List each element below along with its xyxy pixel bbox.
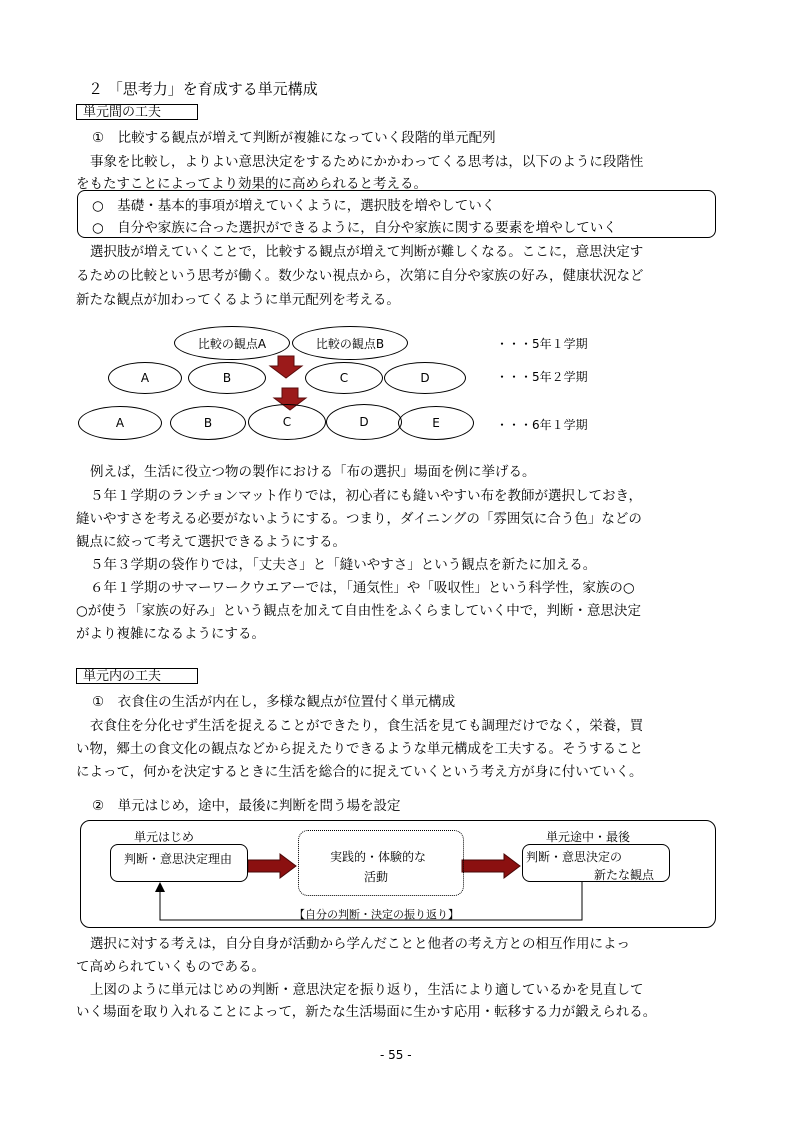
- para4-line1: 衣食住を分化せず生活を捉えることができたり，食生活を見ても調理だけでなく，栄養，買: [90, 718, 644, 734]
- para4-line2: い物，郷土の食文化の観点などから捉えたりできるような単元構成を工夫する。そうすること: [76, 741, 643, 757]
- viewpoint-a-oval: [174, 326, 290, 360]
- para3-line6: ６年１学期のサマーワークウエアーでは，「通気性」や「吸収性」という科学性，家族の○: [90, 580, 635, 596]
- flow-end-box-line1: 判断・意思決定の: [526, 850, 623, 864]
- row3-label-b: B: [203, 416, 213, 430]
- choices-item-1: ○ 基礎・基本的事項が増えていくように，選択肢を増やしていく: [92, 198, 496, 214]
- flow-end-heading: 単元途中・最後: [546, 830, 631, 844]
- para3-line1: 例えば，生活に役立つ物の製作における「布の選択」場面を例に挙げる。: [90, 464, 536, 480]
- row3-label-d: D: [359, 415, 369, 429]
- row3-oval-d: [326, 404, 402, 440]
- para3-line2: ５年１学期のランチョンマット作りでは，初心者にも縫いやすい布を教師が選択しておき，: [90, 488, 643, 504]
- row3-oval-e: [398, 406, 474, 440]
- row3-label-a: A: [115, 416, 125, 430]
- flow-start-box-label: 判断・意思決定理由: [124, 852, 233, 866]
- para3-line4: 観点に絞って考えて選択できるようにする。: [76, 534, 346, 550]
- row2-oval-d: [384, 362, 466, 394]
- para5-line1: 選択に対する考えは，自分自身が活動から学んだことと他者の考え方との相互作用によっ: [90, 936, 630, 952]
- viewpoint-b-label: 比較の観点B: [315, 336, 385, 351]
- row2-oval-b: [188, 362, 266, 394]
- row3-label-e: E: [432, 416, 440, 430]
- sub-heading-1: ① 比較する観点が増えて判断が複雑になっていく段階的単元配列: [92, 130, 496, 146]
- row2-oval-a: [108, 362, 182, 394]
- period-label-3: ・・・6年１学期: [496, 418, 588, 432]
- para2-line1: 選択肢が増えていくことで，比較する観点が増えて判断が難しくなる。ここに，意思決定す: [90, 244, 644, 260]
- para3-line7: ○が使う「家族の好み」という観点を加えて自由性をふくらましていく中で，判断・意思決定: [76, 603, 642, 619]
- row3-label-c: C: [282, 415, 292, 429]
- flow-feedback-label: 【自分の判断・決定の振り返り】: [294, 908, 459, 921]
- para1-line1: 事象を比較し，よりよい意思決定をするためにかかわってくる思考は，以下のように段階性: [90, 154, 644, 170]
- para3-line3: 縫いやすさを考える必要がないようにする。つまり，ダイニングの「雰囲気に合う色」などの: [76, 511, 642, 527]
- choices-item-2: ○ 自分や家族に合った選択ができるように，自分や家族に関する要素を増やしていく: [92, 220, 617, 236]
- para1-line2: をもたすことによってより効果的に高められると考える。: [76, 176, 427, 192]
- row2-label-b: B: [222, 371, 232, 385]
- row3-oval-b: [170, 406, 246, 440]
- viewpoint-a-label: 比較の観点A: [197, 336, 267, 351]
- viewpoint-b-oval: [292, 326, 408, 360]
- row2-label-d: D: [420, 371, 430, 385]
- para3-line5: ５年３学期の袋作りでは，「丈夫さ」と「縫いやすさ」という観点を新たに加える。: [90, 557, 597, 573]
- row3-oval-c: [248, 404, 326, 440]
- sub-heading-2: ① 衣食住の生活が内在し，多様な観点が位置付く単元構成: [92, 694, 456, 710]
- para2-line2: るための比較という思考が働く。数少ない視点から，次第に自分や家族の好み，健康状況など: [76, 268, 644, 284]
- period-label-1: ・・・5年１学期: [496, 337, 588, 351]
- row2-label-a: A: [140, 371, 150, 385]
- para5-line3: 上図のように単元はじめの判断・意思決定を振り返り，生活により適しているかを見直して: [90, 982, 644, 998]
- undefined: [270, 356, 302, 378]
- label-between-units: 単元間の工夫: [76, 104, 198, 120]
- para2-line3: 新たな観点が加わってくるように単元配列を考える。: [76, 292, 400, 308]
- row2-oval-c: [305, 362, 383, 394]
- period-label-2: ・・・5年２学期: [496, 370, 588, 384]
- sub-heading-3: ② 単元はじめ，途中，最後に判断を問う場を設定: [92, 798, 401, 814]
- para5-line4: いく場面を取り入れることによって，新たな生活場面に生かす応用・転移する力が鍛えられる。: [76, 1004, 657, 1020]
- row2-label-c: C: [339, 371, 349, 385]
- para3-line8: がより複雑になるようにする。: [76, 626, 265, 642]
- page-number: - 55 -: [380, 1048, 412, 1062]
- row3-oval-a: [78, 406, 162, 440]
- section-title: ２ 「思考力」を育成する単元構成: [88, 80, 318, 98]
- flow-start-heading: 単元はじめ: [134, 830, 195, 844]
- para4-line3: によって，何かを決定するときに生活を総合的に捉えていくという考え方が身に付いていく。: [76, 764, 643, 780]
- flow-middle-line1: 実践的・体験的な: [330, 850, 427, 864]
- label-within-units: 単元内の工夫: [76, 668, 198, 684]
- flow-end-box-line2: 新たな観点: [594, 868, 655, 882]
- para5-line2: て高められていくものである。: [76, 959, 265, 975]
- flow-middle-line2: 活動: [364, 870, 389, 884]
